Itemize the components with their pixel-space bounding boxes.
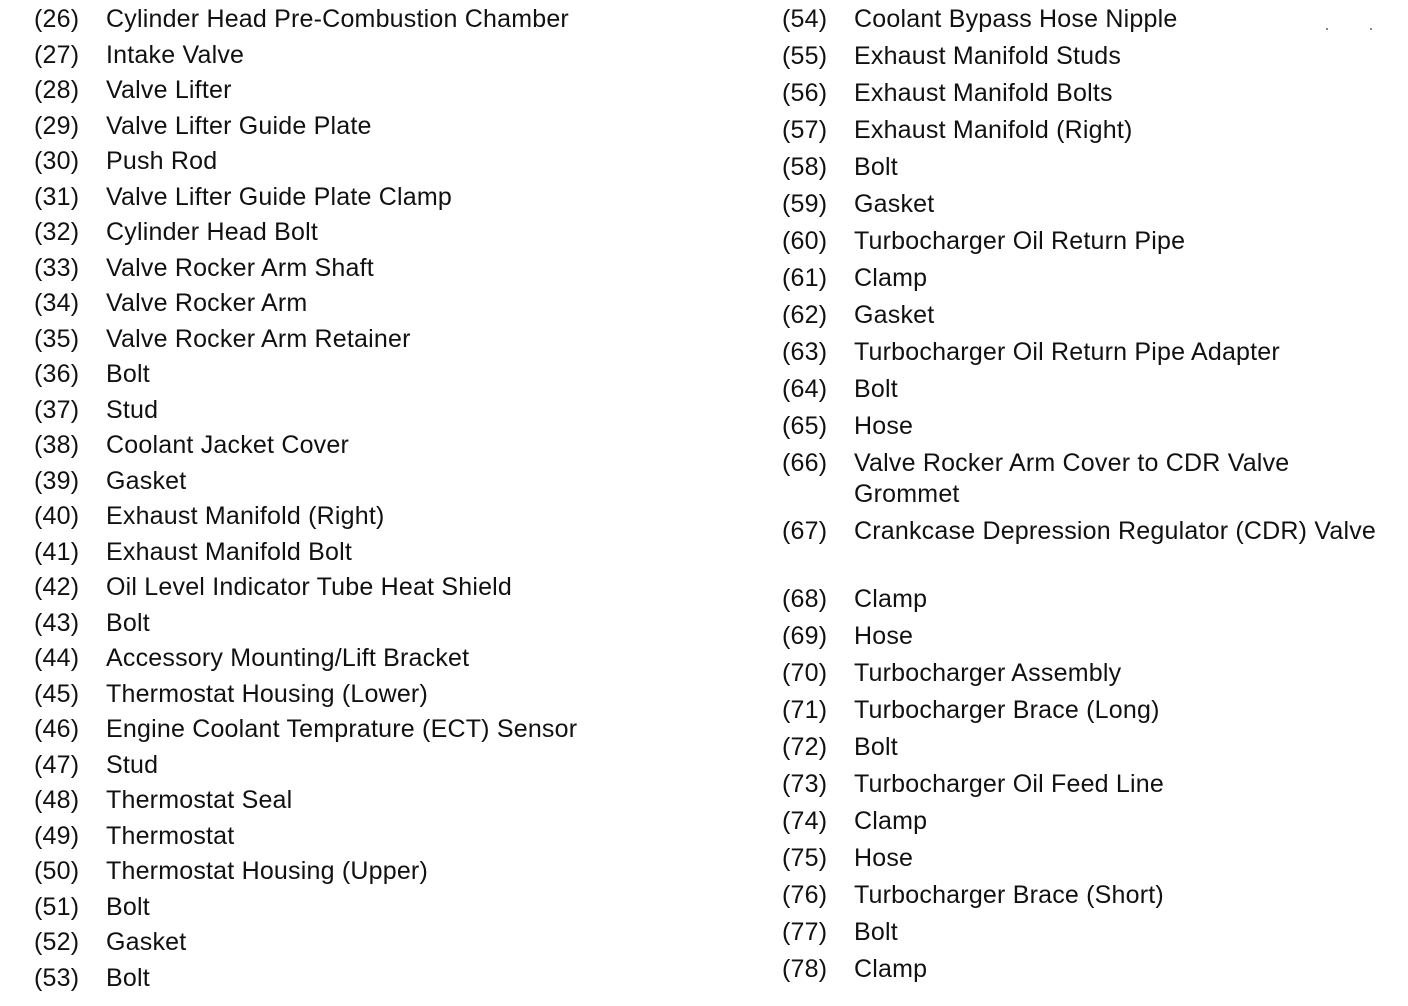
part-number: (39) [34, 466, 80, 495]
part-number: (40) [34, 502, 80, 530]
part-number: (41) [34, 537, 80, 566]
part-label: Turbocharger Assembly [854, 659, 1122, 687]
part-label: Thermostat Seal [106, 786, 293, 814]
parts-list-item [34, 892, 714, 928]
part-number: (50) [34, 857, 80, 885]
part-label: Turbocharger Oil Return Pipe Adapter [854, 338, 1280, 366]
parts-list-item [782, 658, 1382, 695]
part-label: Exhaust Manifold (Right) [854, 116, 1133, 144]
parts-list-item [34, 217, 714, 253]
parts-list-item [34, 750, 714, 786]
part-number: (68) [782, 585, 828, 613]
parts-list-item [34, 537, 714, 573]
part-number: (30) [34, 147, 80, 175]
part-number: (42) [34, 573, 80, 601]
parts-list-item [34, 146, 714, 182]
part-number: (65) [782, 412, 828, 440]
part-label: Valve Rocker Arm Cover to CDR Valve Grommet [854, 449, 1290, 508]
part-number: (47) [34, 750, 80, 779]
parts-list-item [782, 189, 1382, 226]
part-number: (63) [782, 338, 828, 366]
parts-list-item [782, 695, 1382, 732]
parts-list-item [34, 821, 714, 857]
part-label: Valve Lifter Guide Plate [106, 111, 372, 140]
parts-list-item [34, 963, 714, 999]
parts-list-item [34, 359, 714, 395]
part-number: (28) [34, 76, 80, 104]
part-number: (46) [34, 715, 80, 743]
part-label: Cylinder Head Pre-Combustion Chamber [106, 5, 569, 33]
part-label: Thermostat [106, 821, 235, 850]
parts-list-item [34, 111, 714, 147]
part-number: (54) [782, 5, 828, 33]
parts-list-item [34, 324, 714, 360]
part-number: (67) [782, 517, 828, 545]
parts-list-item [34, 430, 714, 466]
part-number: (74) [782, 807, 828, 835]
part-number: (31) [34, 182, 80, 211]
parts-list-item [34, 608, 714, 644]
part-label: Intake Valve [106, 40, 245, 69]
part-number: (64) [782, 375, 828, 403]
part-number: (56) [782, 79, 828, 107]
part-number: (55) [782, 42, 828, 70]
parts-list-item [34, 40, 714, 76]
part-number: (75) [782, 844, 828, 872]
part-label: Valve Lifter [106, 76, 232, 104]
parts-list-item [34, 253, 714, 289]
part-number: (78) [782, 955, 828, 983]
part-label: Hose [854, 412, 914, 440]
part-number: (43) [34, 608, 80, 637]
part-label: Bolt [106, 360, 150, 388]
parts-list-item [782, 516, 1382, 584]
part-label: Thermostat Housing (Lower) [106, 679, 428, 708]
part-number: (73) [782, 770, 828, 798]
part-number: (49) [34, 821, 80, 850]
parts-list-item [782, 263, 1382, 300]
parts-list-item [34, 466, 714, 502]
parts-list-item [34, 501, 714, 537]
parts-list-item [782, 769, 1382, 806]
parts-list-left-column [34, 4, 714, 998]
part-label: Turbocharger Brace (Long) [854, 696, 1160, 724]
part-number: (38) [34, 431, 80, 459]
part-label: Accessory Mounting/Lift Bracket [106, 644, 470, 672]
part-label: Gasket [854, 190, 935, 218]
part-number: (48) [34, 786, 80, 814]
part-number: (77) [782, 918, 828, 946]
part-label: Cylinder Head Bolt [106, 218, 319, 246]
parts-list-item [34, 395, 714, 431]
part-number: (32) [34, 218, 80, 246]
part-label: Push Rod [106, 147, 218, 175]
part-number: (34) [34, 289, 80, 317]
scan-speck [1326, 28, 1328, 30]
parts-list-item [782, 226, 1382, 263]
part-number: (36) [34, 360, 80, 388]
part-number: (72) [782, 733, 828, 761]
part-number: (59) [782, 190, 828, 218]
scan-speck [1370, 28, 1372, 30]
parts-list-item [34, 182, 714, 218]
parts-list-item [34, 643, 714, 679]
parts-list-item [34, 927, 714, 963]
part-label: Thermostat Housing (Upper) [106, 857, 428, 885]
part-number: (62) [782, 301, 828, 329]
part-label: Bolt [106, 963, 150, 992]
parts-list-item [782, 880, 1382, 917]
part-label: Coolant Jacket Cover [106, 431, 350, 459]
parts-list-item [782, 621, 1382, 658]
part-label: Clamp [854, 955, 928, 983]
part-number: (37) [34, 395, 80, 424]
part-label: Valve Rocker Arm Shaft [106, 253, 374, 282]
part-label: Valve Rocker Arm Retainer [106, 324, 411, 353]
part-label: Gasket [106, 466, 187, 495]
part-label: Valve Lifter Guide Plate Clamp [106, 182, 452, 211]
parts-list-item [782, 843, 1382, 880]
part-number: (51) [34, 892, 80, 921]
part-label: Exhaust Manifold (Right) [106, 502, 385, 530]
part-label: Stud [106, 395, 159, 424]
part-label: Hose [854, 622, 914, 650]
part-number: (61) [782, 264, 828, 292]
parts-list-item [782, 152, 1382, 189]
parts-list-item [782, 806, 1382, 843]
part-label: Oil Level Indicator Tube Heat Shield [106, 573, 513, 601]
part-label: Exhaust Manifold Bolts [854, 79, 1113, 107]
scan-specks [1326, 28, 1386, 32]
parts-list-item [34, 856, 714, 892]
part-label: Bolt [106, 892, 150, 921]
part-label: Bolt [106, 608, 150, 637]
part-number: (76) [782, 881, 828, 909]
part-label: Clamp [854, 585, 928, 613]
parts-list-item [782, 78, 1382, 115]
part-label: Clamp [854, 807, 928, 835]
part-label: Crankcase Depression Regulator (CDR) Valve [854, 517, 1377, 545]
parts-list-item [782, 411, 1382, 448]
parts-list-item [782, 115, 1382, 152]
part-label: Turbocharger Oil Return Pipe [854, 227, 1186, 255]
parts-list-item [782, 4, 1382, 41]
parts-list-item [782, 954, 1382, 991]
part-number: (71) [782, 696, 828, 724]
parts-list-item [34, 785, 714, 821]
parts-list-item [782, 584, 1382, 621]
part-label: Coolant Bypass Hose Nipple [854, 5, 1178, 33]
part-number: (53) [34, 963, 80, 992]
parts-list-item [782, 448, 1382, 516]
part-number: (45) [34, 679, 80, 708]
part-number: (66) [782, 449, 828, 477]
part-label: Gasket [106, 928, 187, 956]
part-number: (69) [782, 622, 828, 650]
parts-list-item [782, 917, 1382, 954]
part-label: Hose [854, 844, 914, 872]
part-label: Clamp [854, 264, 928, 292]
parts-list-item [782, 337, 1382, 374]
parts-list-item [34, 75, 714, 111]
part-label: Bolt [854, 733, 898, 761]
part-number: (33) [34, 253, 80, 282]
part-number: (26) [34, 5, 80, 33]
parts-list-item [782, 374, 1382, 411]
part-number: (60) [782, 227, 828, 255]
part-label: Bolt [854, 153, 898, 181]
parts-list-item [34, 288, 714, 324]
part-label: Valve Rocker Arm [106, 289, 308, 317]
part-number: (57) [782, 116, 828, 144]
part-label: Engine Coolant Temprature (ECT) Sensor [106, 715, 578, 743]
part-number: (58) [782, 153, 828, 181]
part-number: (44) [34, 644, 80, 672]
part-label: Stud [106, 750, 159, 779]
parts-list-item [782, 41, 1382, 78]
part-label: Exhaust Manifold Bolt [106, 537, 352, 566]
parts-list-item [34, 4, 714, 40]
parts-list-item [34, 714, 714, 750]
part-number: (70) [782, 659, 828, 687]
part-number: (35) [34, 324, 80, 353]
part-label: Turbocharger Oil Feed Line [854, 770, 1164, 798]
part-label: Gasket [854, 301, 935, 329]
part-label: Turbocharger Brace (Short) [854, 881, 1164, 909]
parts-list-item [782, 300, 1382, 337]
part-label: Bolt [854, 918, 898, 946]
parts-list-right-column [782, 4, 1382, 991]
part-number: (29) [34, 111, 80, 140]
part-label: Bolt [854, 375, 898, 403]
part-number: (27) [34, 40, 80, 69]
part-number: (52) [34, 928, 80, 956]
part-label: Exhaust Manifold Studs [854, 42, 1122, 70]
parts-list-item [34, 572, 714, 608]
parts-list-item [34, 679, 714, 715]
parts-list-item [782, 732, 1382, 769]
